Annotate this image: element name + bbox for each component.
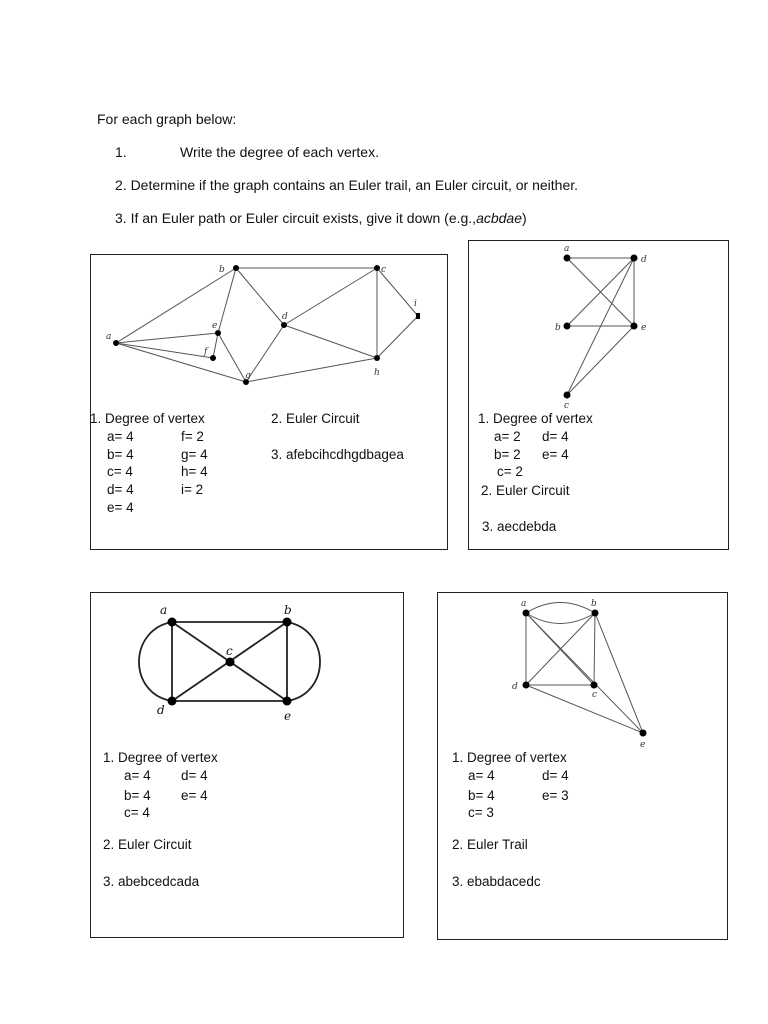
graph-1-degree-b: b= 4 [107, 447, 134, 462]
graph-2-degree-c: c= 2 [497, 464, 523, 479]
instruction-3-prefix: 3. If an Euler path or Euler circuit exists, give it down (e.g., [115, 210, 477, 226]
graph-4-degree-e: e= 3 [542, 788, 569, 803]
graph-3-label-d: d [157, 703, 165, 717]
graph-2-degree-b: b= 2 [494, 447, 521, 462]
graph-1-label-c: c [381, 265, 387, 275]
graph-3-answer-2: 2. Euler Circuit [103, 837, 192, 852]
instruction-2: 2. Determine if the graph contains an Euler trail, an Euler circuit, or neither. [115, 177, 579, 193]
graph-2-label-e: e [641, 323, 647, 333]
graph-1-degree-e: e= 4 [107, 500, 134, 515]
graph-4-answer-3: 3. ebabdacedc [452, 874, 541, 889]
graph-1-label-b: b [219, 265, 225, 275]
graph-4-label-a: a [521, 599, 527, 609]
instructions-intro: For each graph below: [97, 111, 237, 127]
graph-4-degree-d: d= 4 [542, 768, 569, 783]
graph-2-degree-d: d= 4 [542, 429, 569, 444]
graph-2-label-a: a [564, 244, 570, 254]
graph-1-label-f: f [204, 347, 208, 357]
instruction-1-text: Write the degree of each vertex. [180, 144, 379, 160]
graph-2-label-d: d [641, 255, 647, 265]
graph-3-degree-heading: 1. Degree of vertex [103, 750, 218, 765]
graph-1-degree-heading: 1. Degree of vertex [90, 411, 205, 426]
graph-1-answer-2: 2. Euler Circuit [271, 411, 360, 426]
graph-1-label-d: d [282, 312, 288, 322]
graph-4-label-c: c [592, 690, 598, 700]
graph-1-degree-i: i= 2 [181, 482, 204, 497]
graph-1-label-h: h [374, 368, 380, 378]
graph-1-degree-g: g= 4 [181, 447, 208, 462]
graph-2-label-b: b [555, 323, 561, 333]
graph-1-degree-d: d= 4 [107, 482, 134, 497]
graph-4-answer-2: 2. Euler Trail [452, 837, 528, 852]
graph-3-degree-c: c= 4 [124, 805, 150, 820]
graph-4-label-d: d [512, 682, 518, 692]
graph-1-label-e: e [212, 321, 218, 331]
graph-2-degree-e: e= 4 [542, 447, 569, 462]
graph-3-answer-3: 3. abebcedcada [103, 874, 200, 889]
graph-3-label-c: c [226, 644, 233, 658]
graph-2-answer-2: 2. Euler Circuit [481, 483, 570, 498]
graph-1-degree-c: c= 4 [107, 464, 133, 479]
graph-2-label-c: c [564, 401, 570, 411]
graph-3-degree-d: d= 4 [181, 768, 208, 783]
graph-3-label-e: e [284, 709, 292, 723]
instruction-3-suffix: ) [522, 210, 527, 226]
graph-1-degree-h: h= 4 [181, 464, 208, 479]
graph-1-answer-3: 3. afebcihcdhgdbagea [271, 447, 404, 462]
graph-3-degree-e: e= 4 [181, 788, 208, 803]
graph-4-degree-b: b= 4 [468, 788, 495, 803]
graph-2-answer-3: 3. aecdebda [482, 519, 557, 534]
graph-2-degree-a: a= 2 [494, 429, 521, 444]
graph-3-label-a: a [160, 603, 168, 617]
graph-4-degree-c: c= 3 [468, 805, 494, 820]
graph-2-degree-heading: 1. Degree of vertex [478, 411, 593, 426]
instruction-1-number: 1. [115, 144, 127, 160]
graph-1-label-a: a [106, 332, 112, 342]
graph-4-degree-a: a= 4 [468, 768, 495, 783]
graph-3-label-b: b [284, 603, 292, 617]
graph-3-degree-b: b= 4 [124, 788, 151, 803]
graph-1-degree-a: a= 4 [107, 429, 134, 444]
graph-1-label-g: g [245, 371, 251, 381]
graph-1-degree-f: f= 2 [181, 429, 204, 444]
graph-4-degree-heading: 1. Degree of vertex [452, 750, 567, 765]
graph-3-degree-a: a= 4 [124, 768, 151, 783]
graph-1-label-i: i [414, 299, 417, 309]
graph-4-label-e: e [640, 740, 646, 750]
instruction-3-example: acbdae [476, 210, 522, 226]
graph-4-label-b: b [591, 599, 597, 609]
